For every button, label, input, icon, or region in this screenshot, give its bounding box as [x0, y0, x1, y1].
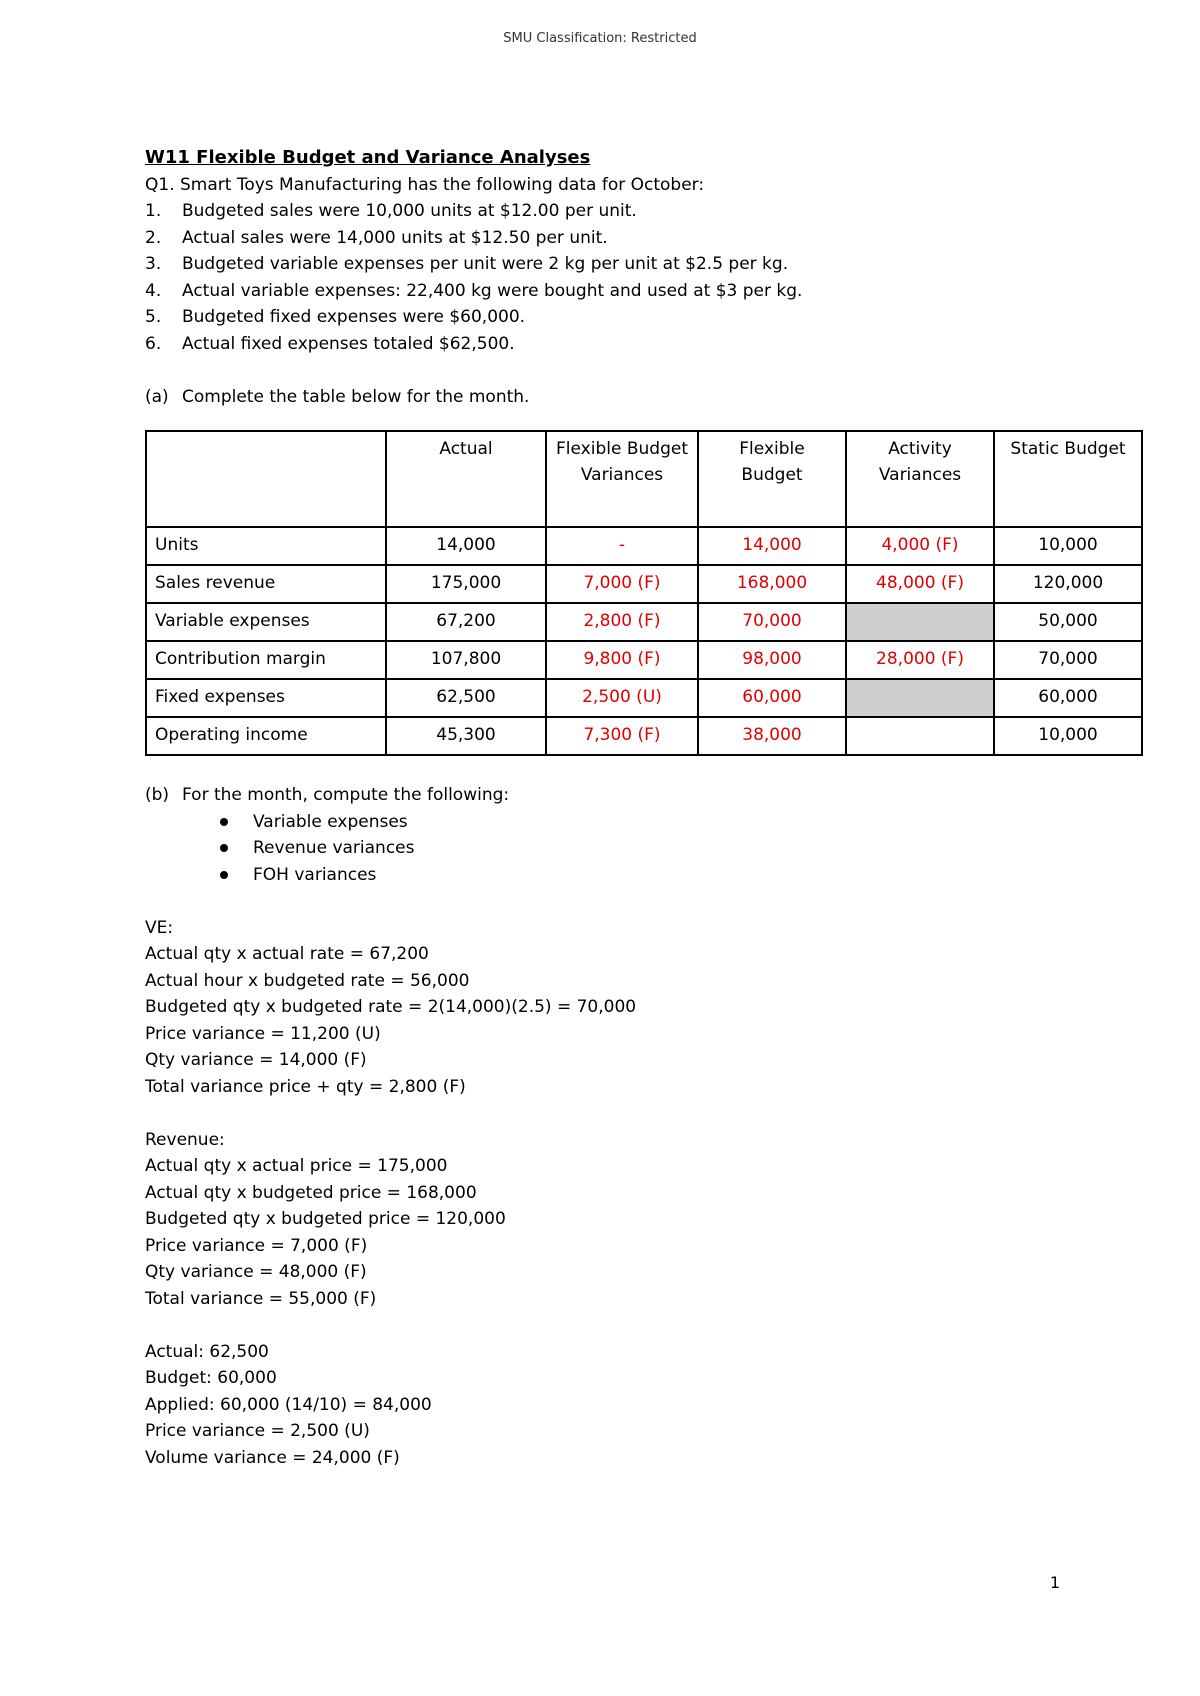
calc-line: Price variance = 7,000 (F)	[145, 1235, 368, 1256]
calc-line: Budget: 60,000	[145, 1368, 277, 1388]
section-heading: Revenue:	[145, 1129, 225, 1150]
calc-line: Actual qty x actual rate = 67,200	[145, 944, 429, 964]
table-row: Contribution margin 107,800 9,800 (F) 98,000 28,000 (F) 70,000	[146, 641, 1142, 679]
header-cell: Flexible Budget	[698, 431, 846, 527]
table-row: Fixed expenses 62,500 2,500 (U) 60,000 60,000	[146, 679, 1142, 717]
table-row: Variable expenses 67,200 2,800 (F) 70,000 50,000	[146, 603, 1142, 641]
calc-line: Actual: 62,500	[145, 1341, 269, 1362]
table-row: Units 14,000 - 14,000 4,000 (F) 10,000	[146, 527, 1142, 565]
list-item: Variable expenses	[145, 809, 1135, 836]
header-cell: Actual	[386, 431, 546, 527]
list-item: 1. Budgeted sales were 10,000 units at $12.00 per unit.	[145, 201, 637, 221]
table-row: Sales revenue 175,000 7,000 (F) 168,000 48,000 (F) 120,000	[146, 565, 1142, 603]
document-body	[145, 145, 1135, 1471]
foh-section	[145, 1339, 1135, 1472]
section-heading: VE:	[145, 917, 174, 938]
calc-line: Total variance price + qty = 2,800 (F)	[145, 1076, 466, 1097]
question-intro: Q1. Smart Toys Manufacturing has the following data for October:	[145, 174, 705, 195]
list-item: 4. Actual variable expenses: 22,400 kg were bought and used at $3 per kg.	[145, 280, 803, 301]
part-b-instruction: (b) For the month, compute the following:	[145, 785, 510, 805]
header-cell: Activity Variances	[846, 431, 994, 527]
calc-line: Qty variance = 14,000 (F)	[145, 1050, 367, 1070]
table-header-row	[146, 431, 1142, 527]
shaded-cell	[846, 679, 994, 717]
classification-header: SMU Classification: Restricted	[503, 31, 697, 46]
list-item: FOH variances	[145, 862, 1135, 889]
list-item: Revenue variances	[145, 835, 1135, 862]
list-item: 6. Actual fixed expenses totaled $62,500.	[145, 333, 515, 354]
header-cell: Static Budget	[994, 431, 1142, 527]
calc-line: Actual hour x budgeted rate = 56,000	[145, 970, 470, 991]
facts-list	[145, 198, 1135, 357]
list-item: 2. Actual sales were 14,000 units at $12.50 per unit.	[145, 227, 608, 248]
calc-line: Price variance = 2,500 (U)	[145, 1421, 370, 1441]
calc-line: Actual qty x actual price = 175,000	[145, 1156, 448, 1176]
budget-table	[145, 430, 1143, 756]
calc-line: Budgeted qty x budgeted price = 120,000	[145, 1209, 506, 1229]
page-number: 1	[1049, 1573, 1060, 1592]
header-cell	[146, 431, 386, 527]
calc-line: Qty variance = 48,000 (F)	[145, 1262, 367, 1282]
bullet-list	[145, 809, 1135, 889]
part-a-instruction: (a) Complete the table below for the month.	[145, 386, 530, 407]
table-row: Operating income 45,300 7,300 (F) 38,000 10,000	[146, 717, 1142, 755]
calc-line: Price variance = 11,200 (U)	[145, 1023, 381, 1044]
calc-line: Applied: 60,000 (14/10) = 84,000	[145, 1394, 432, 1415]
calc-line: Budgeted qty x budgeted rate = 2(14,000)(2.5) = 70,000	[145, 997, 637, 1017]
document-title: W11 Flexible Budget and Variance Analyses	[145, 147, 591, 168]
revenue-section	[145, 1127, 1135, 1313]
calc-line: Actual qty x budgeted price = 168,000	[145, 1182, 477, 1203]
calc-line: Total variance = 55,000 (F)	[145, 1288, 377, 1309]
ve-section	[145, 915, 1135, 1101]
list-item: 3. Budgeted variable expenses per unit were 2 kg per unit at $2.5 per kg.	[145, 254, 789, 274]
list-item: 5. Budgeted fixed expenses were $60,000.	[145, 307, 526, 327]
calc-line: Volume variance = 24,000 (F)	[145, 1447, 400, 1468]
header-cell: Flexible Budget Variances	[546, 431, 698, 527]
shaded-cell	[846, 603, 994, 641]
